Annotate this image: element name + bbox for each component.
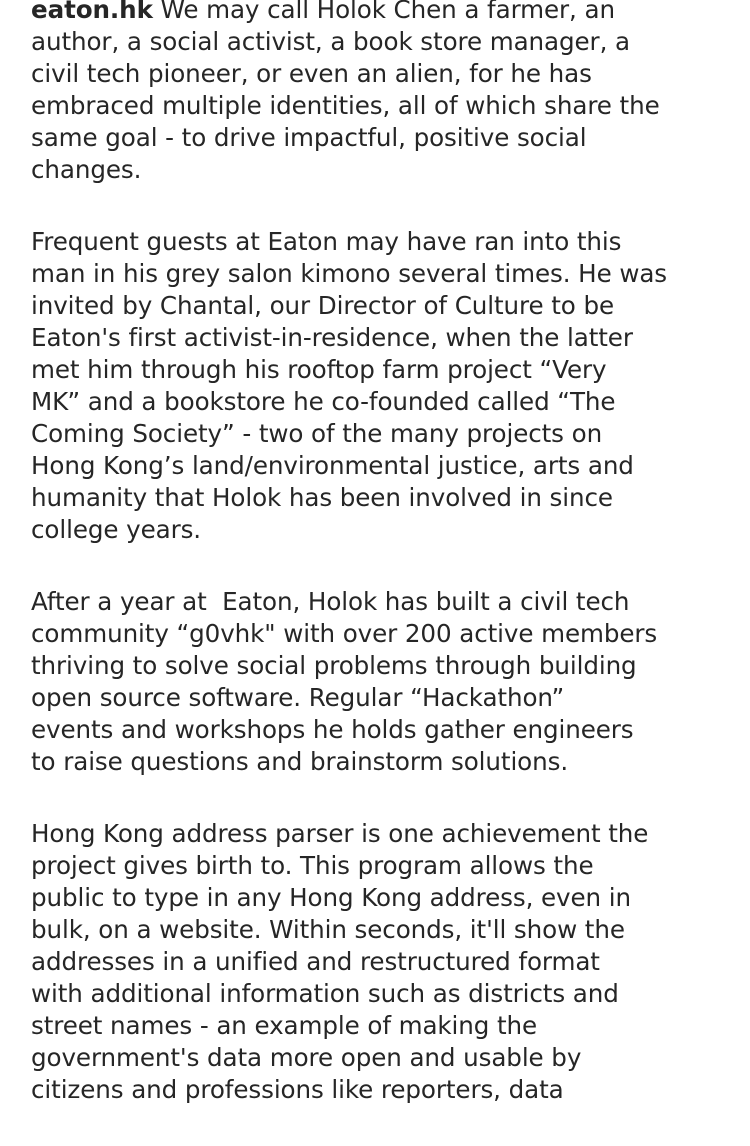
caption-line: addresses in a unified and restructured format — [31, 947, 600, 976]
caption-line: thriving to solve social problems through building — [31, 651, 637, 680]
caption-line: community “g0vhk" with over 200 active members — [31, 619, 658, 648]
caption-line: We may call Holok Chen a farmer, an — [152, 0, 615, 24]
caption-paragraph-3 — [31, 586, 721, 778]
caption-line: events and workshops he holds gather engineers — [31, 715, 634, 744]
caption-line: After a year at Eaton, Holok has built a civil tech — [31, 587, 630, 616]
caption-line: embraced multiple identities, all of which share the — [31, 91, 660, 120]
caption-line: author, a social activist, a book store manager, a — [31, 27, 630, 56]
caption-line: same goal - to drive impactful, positive social — [31, 123, 587, 152]
caption-paragraph-4 — [31, 818, 721, 1106]
caption-line: public to type in any Hong Kong address, even in — [31, 883, 631, 912]
caption-line: open source software. Regular “Hackathon” — [31, 683, 565, 712]
caption-line: met him through his rooftop farm project “Very — [31, 355, 607, 384]
caption-line: civil tech pioneer, or even an alien, for he has — [31, 59, 592, 88]
caption-line: to raise questions and brainstorm solutions. — [31, 747, 569, 776]
caption-line: Eaton's first activist-in-residence, when the latter — [31, 323, 633, 352]
caption-line: Frequent guests at Eaton may have ran into this — [31, 227, 622, 256]
caption-line: man in his grey salon kimono several times. He was — [31, 259, 668, 288]
caption-line: Hong Kong address parser is one achievement the — [31, 819, 649, 848]
post-caption — [31, 0, 721, 1146]
caption-paragraph-2 — [31, 226, 721, 546]
caption-line: invited by Chantal, our Director of Culture to be — [31, 291, 614, 320]
caption-line: project gives birth to. This program allows the — [31, 851, 594, 880]
caption-line: with additional information such as districts and — [31, 979, 619, 1008]
caption-line: humanity that Holok has been involved in since — [31, 483, 613, 512]
caption-line: changes. — [31, 155, 142, 184]
caption-line: college years. — [31, 515, 202, 544]
caption-line: government's data more open and usable by — [31, 1043, 582, 1072]
caption-line: Coming Society” - two of the many projects on — [31, 419, 603, 448]
caption-line: street names - an example of making the — [31, 1011, 538, 1040]
username-link[interactable]: eaton.hk — [31, 0, 153, 24]
caption-line: bulk, on a website. Within seconds, it'll show the — [31, 915, 625, 944]
caption-paragraph-1 — [31, 0, 721, 186]
caption-line: Hong Kong’s land/environmental justice, arts and — [31, 451, 634, 480]
caption-line: MK” and a bookstore he co-founded called “The — [31, 387, 616, 416]
caption-line: citizens and professions like reporters, data — [31, 1075, 564, 1104]
